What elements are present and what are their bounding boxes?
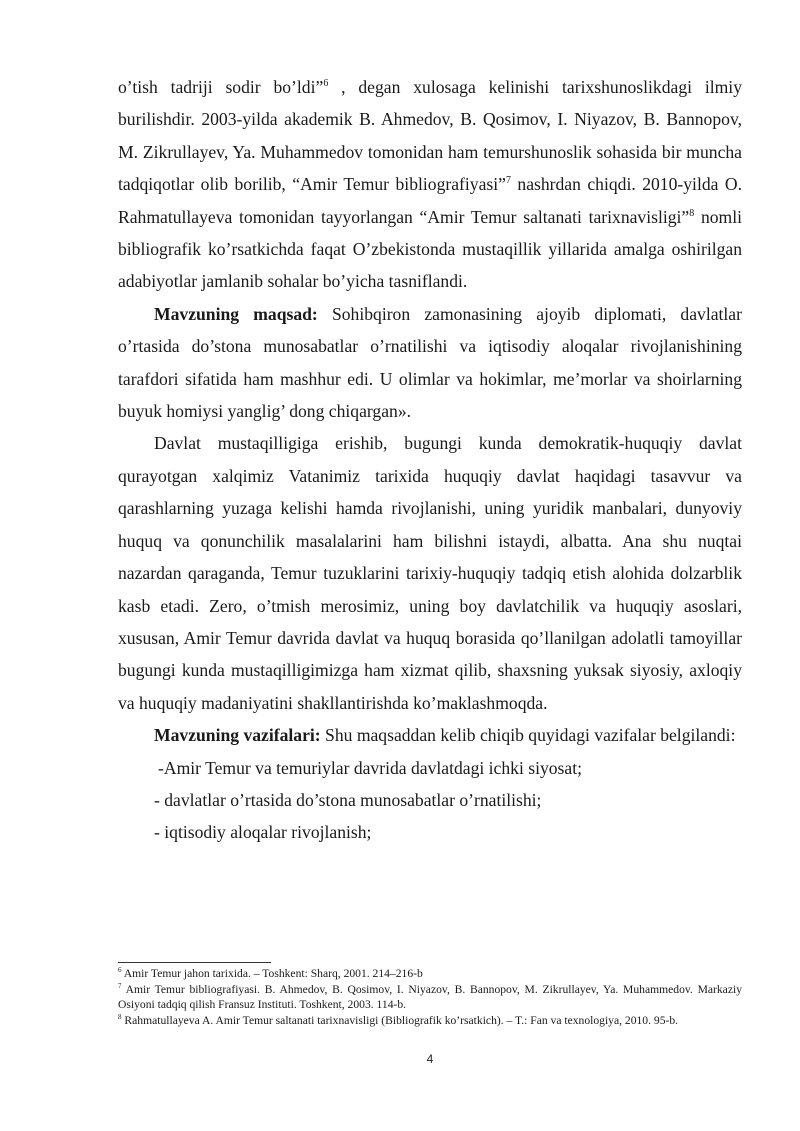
footnote-ref-8[interactable]: 8 [689, 207, 695, 219]
footnote-text: Amir Temur bibliografiyasi. B. Ahmedov, B. Qosimov, I. Niyazov, B. Bannopov, M. Zikrullayev, Ya. Muhammedov. Markaziy Osiyoni tadqiq qilish Fransuz Instituti. Toshkent, 2003. 114-b. [118, 982, 742, 1011]
page-number: 4 [426, 1052, 434, 1066]
footnote-separator [118, 962, 271, 963]
footnote-ref-7[interactable]: 7 [505, 175, 511, 187]
footnote-text: Rahmatullayeva A. Amir Temur saltanati tarixnavisligi (Bibliografik ko’rsatkich). – T.: Fan va texnologiya, 2010. 95-b. [121, 1013, 679, 1027]
tasks-paragraph [118, 719, 742, 751]
paragraph-continuation [118, 71, 742, 298]
paragraph-text: o’tish tadriji sodir bo’ldi” [118, 77, 324, 97]
tasks-heading: Mavzuning vazifalari: [154, 725, 321, 746]
footnote-number: 6 [118, 966, 122, 974]
footnote-text: Amir Temur jahon tarixida. – Toshkent: Sharq, 2001. 214–216-b [121, 967, 423, 980]
goal-paragraph [118, 298, 742, 428]
goal-text: Sohibqiron zamonasining ajoyib diplomati, davlatlar o’rtasida do’stona munosabatlar o’rnatilishi va iqtisodiy aloqalar rivojlanishining tarafdori sifatida ham mashhur edi. U olimlar va hokimlar, me’morlar va shoirlarning buyuk homiysi yanglig’ dong chiqargan». [118, 303, 742, 422]
footnote-8 [118, 1013, 742, 1029]
paragraph-text: , degan xulosaga kelinishi tarixshunoslikdagi ilmiy burilishdir. 2003-yilda akademik B. Ahmedov, B. Qosimov, I. Niyazov, B. Bannopov, M. Zikrullayev, Ya. Muhammedov tomonidan ham temurshunoslik sohasida bir muncha tadqiqotlar olib borilib, “Amir Temur bibliografiyasi” [118, 77, 742, 195]
footnote-number: 7 [118, 981, 122, 990]
footnote-6 [118, 966, 742, 982]
footnotes [118, 966, 742, 1028]
tasks-text: Shu maqsaddan kelib chiqib quyidagi vazifalar belgilandi: [320, 725, 736, 746]
footnote-ref-6[interactable]: 6 [323, 78, 329, 89]
task-list-item: -Amir Temur va temuriylar davrida davlatdagi ichki siyosat; [158, 757, 582, 778]
task-list-item: - iqtisodiy aloqalar rivojlanish; [154, 822, 372, 843]
footnote-number: 8 [118, 1012, 122, 1021]
paragraph-text: nomli bibliografik ko’rsatkichda faqat O’zbekistonda mustaqillik yillarida amalga oshirilgan adabiyotlar jamlanib sohalar bo’yicha tasniflandi. [118, 206, 742, 292]
relevance-paragraph: Davlat mustaqilligiga erishib, bugungi kunda demokratik-huquqiy davlat qurayotgan xalqimiz Vatanimiz tarixida huquqiy davlat haqidagi tasavvur va qarashlarning yuzaga kelishi hamda rivojlanishi, uning yuridik manbalari, dunyoviy huquq va qonunchilik masalalarini ham bilishni istaydi, albatta. Ana shu nuqtai nazardan qaraganda, Temur tuzuklarini tarixiy-huquqiy tadqiq etish alohida dolzarblik kasb etadi. Zero, o’tmish merosimiz, uning boy davlatchilik va huquqiy asoslari, xususan, Amir Temur davrida davlat va huquq borasida qo’llanilgan adolatli tamoyillar bugungi kunda mustaqilligimizga ham xizmat qilib, shaxsning yuksak siyosiy, axloqiy va huquqiy madaniyatini shakllantirishda ko’maklashmoqda. [118, 433, 742, 713]
goal-heading: Mavzuning maqsad: [154, 303, 318, 324]
task-list-item: - davlatlar o’rtasida do’stona munosabatlar o’rnatilishi; [154, 789, 542, 810]
body-text [118, 71, 742, 849]
footnote-7 [118, 982, 742, 1013]
paragraph-text: nashrdan chiqdi. 2010-yilda O. Rahmatullayeva tomonidan tayyorlangan “Amir Temur saltanati tarixnavisligi” [118, 174, 743, 227]
